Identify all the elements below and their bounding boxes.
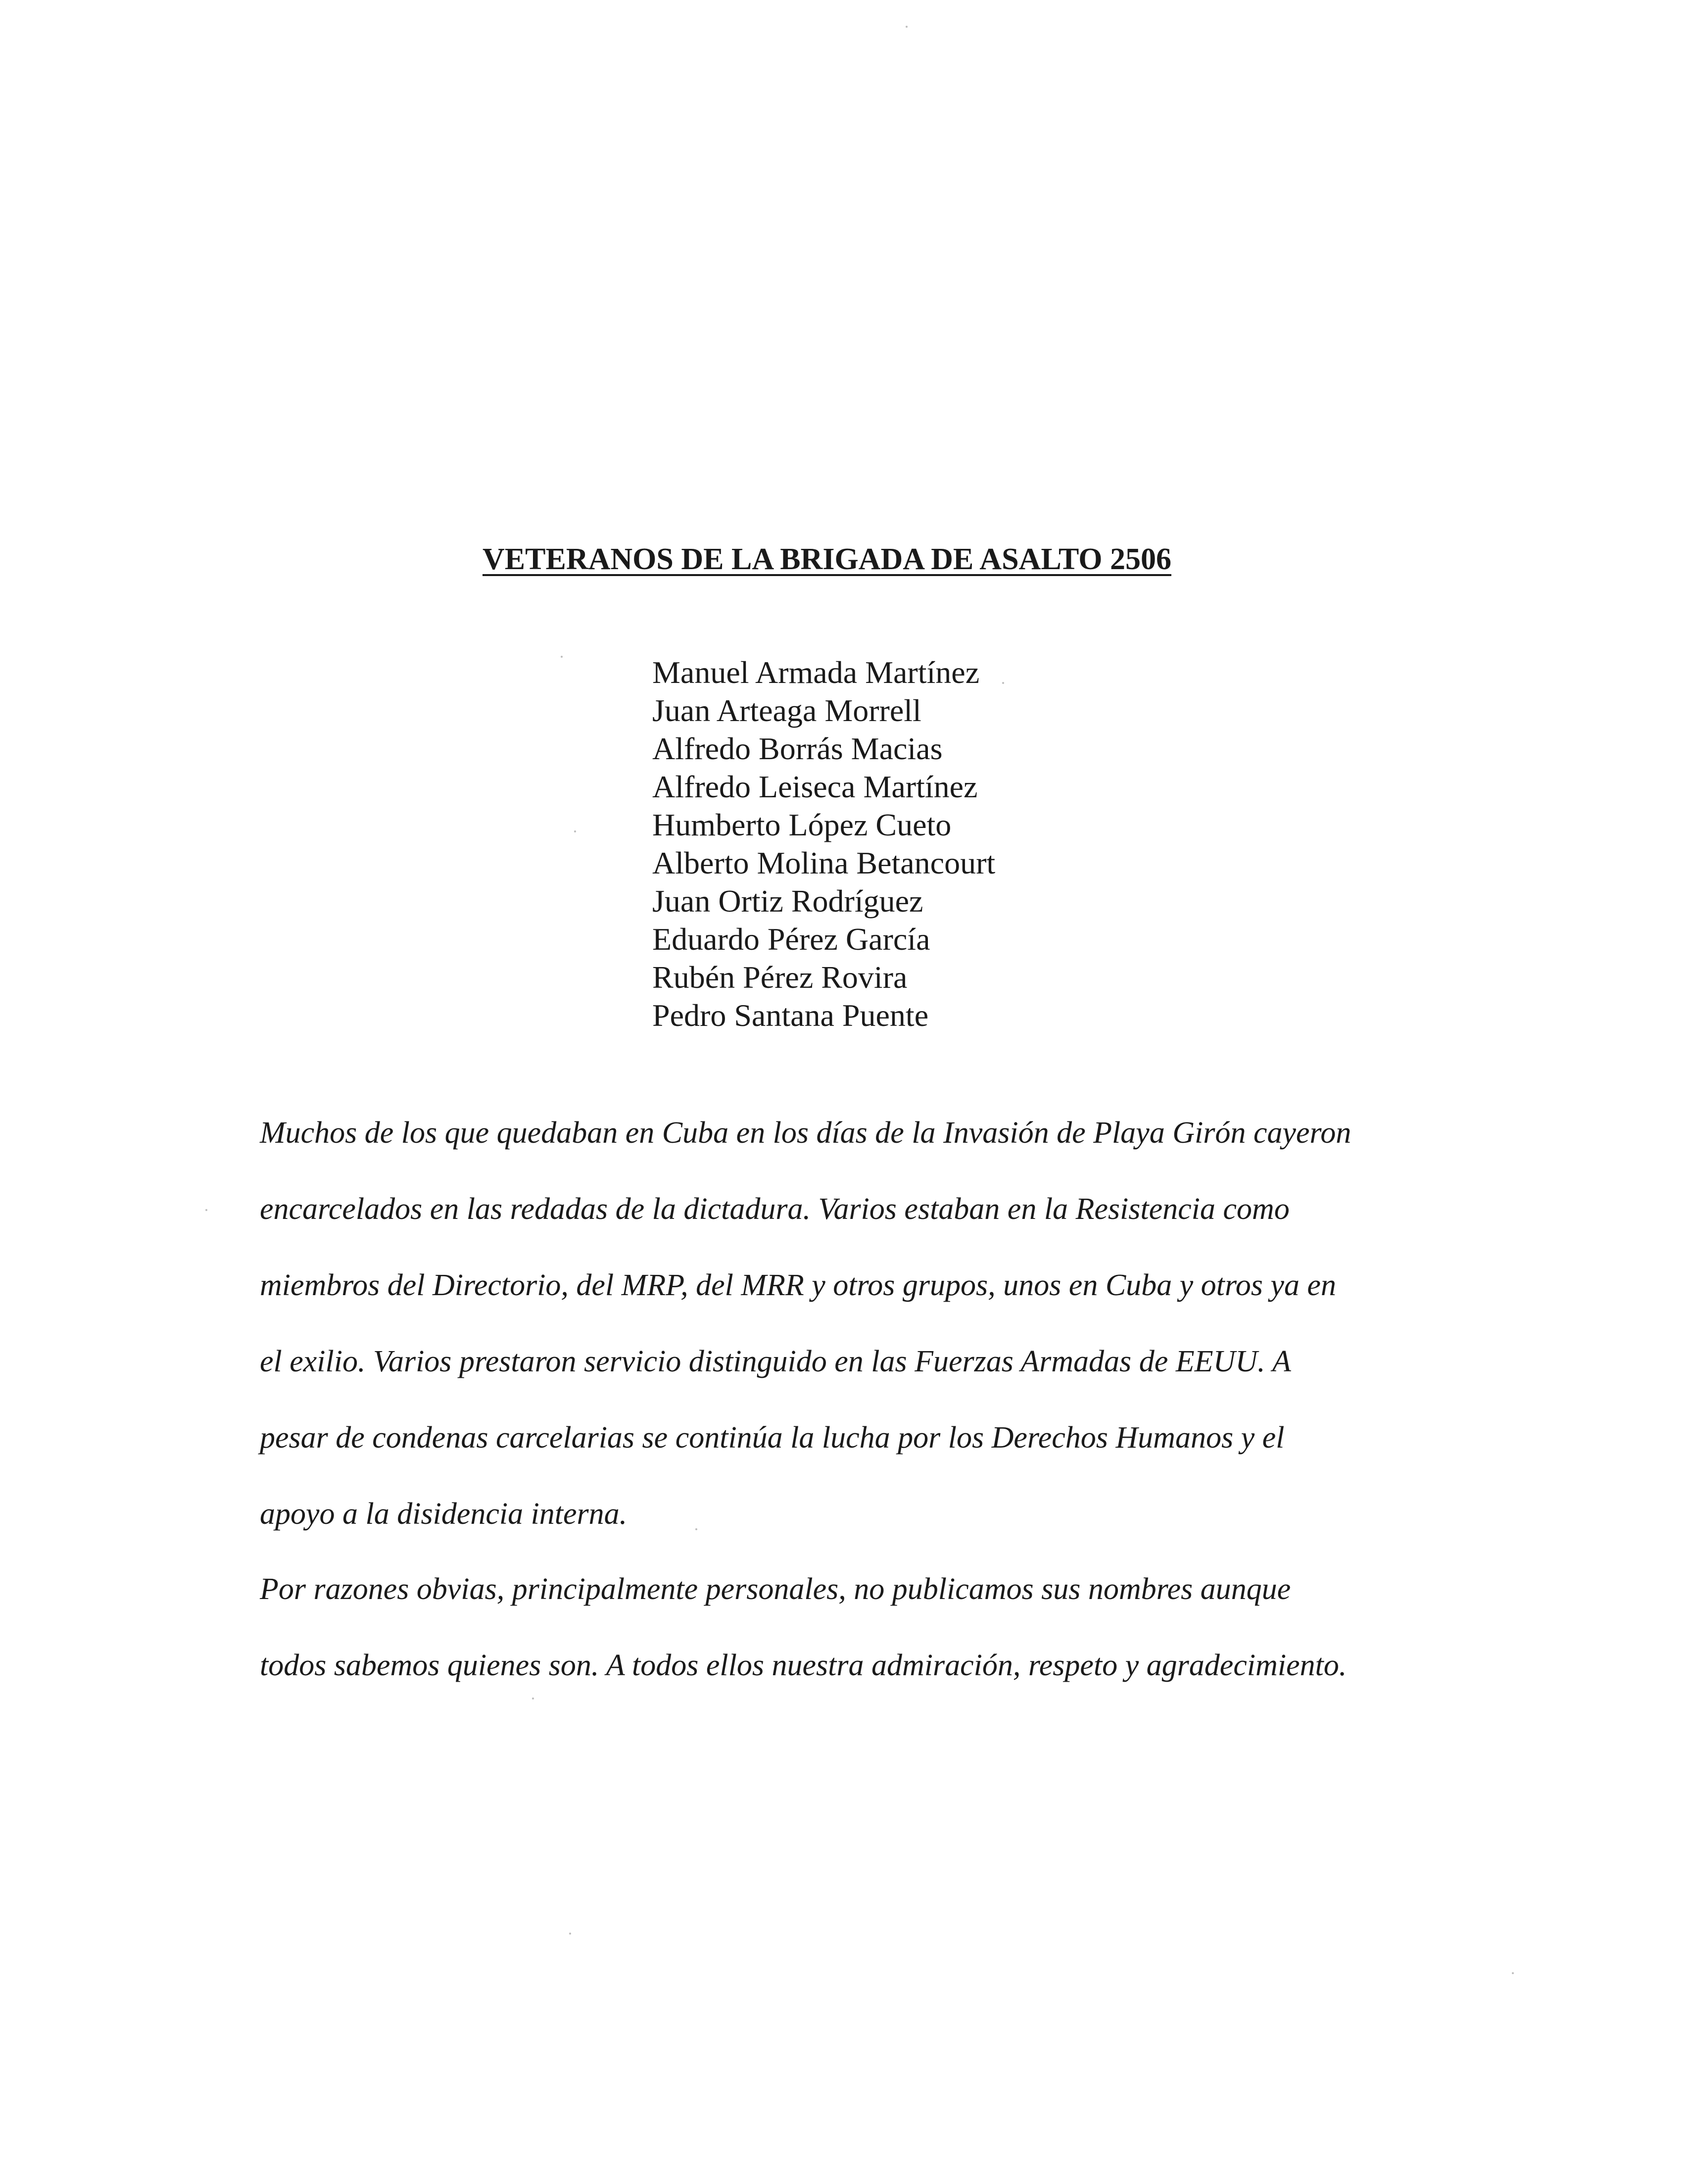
veterans-name-list [652,653,995,1034]
text-line: todos sabemos quienes son. A todos ellos nuestra admiración, respeto y agradecimiento. [260,1649,1347,1682]
paragraph-resistance [260,1095,1467,1552]
scan-speck [569,1933,571,1935]
text-line: pesar de condenas carcelarias se continúa la lucha por los Derechos Humanos y el [260,1421,1285,1455]
text-line: Muchos de los que quedaban en Cuba en los días de la Invasión de Playa Girón cayeron [260,1116,1352,1150]
scan-speck [906,26,908,28]
list-item: Juan Ortiz Rodríguez [652,883,923,919]
paragraph-acknowledgement [260,1551,1467,1703]
list-item: Pedro Santana Puente [652,998,929,1033]
list-item: Rubén Pérez Rovira [652,960,908,995]
scan-speck [1512,1972,1514,1974]
scan-speck [695,1528,697,1530]
text-line: el exilio. Varios prestaron servicio distinguido en las Fuerzas Armadas de EEUU. A [260,1345,1291,1378]
list-item: Alfredo Leiseca Martínez [652,769,978,804]
scan-speck [561,656,563,658]
list-item: Alfredo Borrás Macias [652,731,943,766]
scan-speck [532,1698,534,1699]
list-item: Alberto Molina Betancourt [652,845,996,880]
list-item: Eduardo Pérez García [652,922,930,957]
scan-speck [205,1209,207,1211]
list-item: Manuel Armada Martínez [652,655,980,690]
list-item: Humberto López Cueto [652,807,952,842]
list-item: Juan Arteaga Morrell [652,693,921,728]
scan-speck [1002,682,1004,684]
text-line: encarcelados en las redadas de la dictadura. Varios estaban en la Resistencia como [260,1192,1290,1226]
document-title: VETERANOS DE LA BRIGADA DE ASALTO 2506 [483,542,1171,576]
text-line: apoyo a la disidencia interna. [260,1497,628,1531]
text-line: miembros del Directorio, del MRP, del MRR y otros grupos, unos en Cuba y otros ya en [260,1268,1336,1302]
text-line: Por razones obvias, principalmente personales, no publicamos sus nombres aunque [260,1572,1291,1606]
scan-speck [574,830,576,832]
